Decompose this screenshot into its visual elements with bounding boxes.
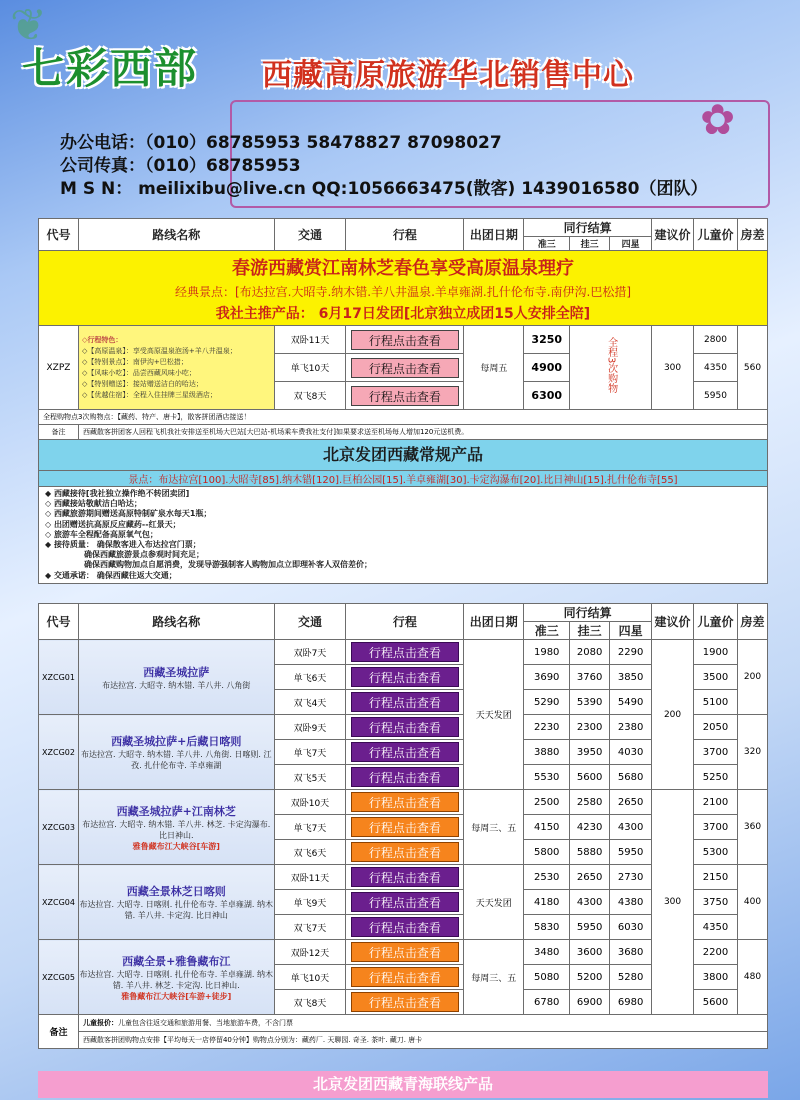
col-room: 房差 (737, 604, 767, 640)
header (0, 0, 800, 215)
route-info (78, 940, 274, 1015)
view-itinerary-button[interactable]: 行程点击查看 (351, 667, 459, 687)
route-extra: 雅鲁藏布江大峡谷[车游+徒步] (121, 991, 232, 1001)
route-info (78, 790, 274, 865)
price-std3: 6300 (524, 382, 570, 410)
col-itinerary: 行程 (346, 219, 464, 251)
child-price: 4350 (694, 354, 738, 382)
child-price: 3500 (694, 665, 738, 690)
price-gua3: 2300 (570, 715, 610, 740)
price-star4: 4380 (610, 890, 652, 915)
route-code: XZCG05 (39, 940, 79, 1015)
price-gua3: 5200 (570, 965, 610, 990)
promo-subtitle: 经典景点：[布达拉宫.大昭寺.纳木错.羊八井温泉.羊卓雍湖.扎什伦布寺.南伊沟.巴松措] (174, 285, 632, 299)
col-code: 代号 (39, 219, 79, 251)
service-line: ◆ 交通承诺： 确保西藏往返大交通； (45, 570, 177, 580)
child-note-text: 儿童包含往返交通和旅游用餐、当地旅游车费，不含门票 (117, 1019, 293, 1027)
remark-text: 西藏散客拼团客人回程飞机我社安排送至机场大巴站[大巴站-机场乘车费我社支付]如果要求送至机场每人增加120元送机费。 (78, 425, 767, 440)
price-gua3: 3760 (570, 665, 610, 690)
col-suggest: 建议价 (652, 219, 694, 251)
itinerary-cell (346, 815, 464, 840)
service-line: ◆ 西藏接待[我社独立操作绝不转团卖团] (45, 489, 190, 498)
route-info (78, 640, 274, 715)
transport-cell: 双飞7天 (274, 915, 346, 940)
child-price: 5600 (694, 990, 738, 1015)
col-itinerary: 行程 (346, 604, 464, 640)
child-price: 3700 (694, 740, 738, 765)
col-child: 儿童价 (694, 604, 738, 640)
itinerary-cell (346, 840, 464, 865)
remark-label: 备注 (39, 425, 79, 440)
child-price: 5100 (694, 690, 738, 715)
route-info (78, 715, 274, 790)
transport-cell: 双卧9天 (274, 715, 346, 740)
child-price: 1900 (694, 640, 738, 665)
route-desc: 布达拉宫. 大昭寺. 纳木错. 羊八井. 林芝. 卡定沟瀑布. 比日神山. (82, 819, 271, 840)
regular-banner (39, 440, 768, 471)
depart-cell: 每周五 (464, 326, 524, 410)
child-price: 5300 (694, 840, 738, 865)
route-code: XZCG02 (39, 715, 79, 790)
promo-push: 我社主推产品： 6月17日发团[北京独立成团15人安排全陪] (215, 306, 591, 322)
route-desc: 布达拉宫. 大昭寺. 日喀则. 扎什伦布寺. 羊卓雍湖. 纳木错. 羊八井. 卡定沟. 比日神山 (79, 900, 273, 920)
route-name: 西藏圣城拉萨+江南林芝 (116, 804, 236, 818)
child-price: 4350 (694, 915, 738, 940)
view-itinerary-button[interactable]: 行程点击查看 (351, 330, 459, 350)
col-peer: 同行结算 (524, 604, 652, 622)
transport-cell: 单飞7天 (274, 815, 346, 840)
price-std3: 5830 (524, 915, 570, 940)
view-itinerary-button[interactable]: 行程点击查看 (351, 942, 459, 962)
child-price: 2100 (694, 790, 738, 815)
suggest-price: 300 (652, 790, 694, 1015)
room-diff: 400 (737, 865, 767, 940)
transport-cell: 双卧12天 (274, 940, 346, 965)
price-star4: 2380 (610, 715, 652, 740)
transport-cell: 双卧7天 (274, 640, 346, 665)
price-gua3: 5600 (570, 765, 610, 790)
price-std3: 2230 (524, 715, 570, 740)
itinerary-cell (346, 990, 464, 1015)
child-price: 3700 (694, 815, 738, 840)
room-diff: 200 (737, 640, 767, 715)
price-star4: 2730 (610, 865, 652, 890)
transport-cell: 单飞9天 (274, 890, 346, 915)
child-price: 5950 (694, 382, 738, 410)
price-star4: 3850 (610, 665, 652, 690)
transport-cell: 单飞7天 (274, 740, 346, 765)
table-row (39, 640, 768, 665)
route-code: XZCG03 (39, 790, 79, 865)
itinerary-cell (346, 865, 464, 890)
feature-line: ◇【优越住宿】：全程入住挂牌三星级酒店； (81, 390, 217, 399)
feature-line: ◇【风味小吃】：品尝西藏风味小吃； (81, 368, 196, 377)
col-route: 路线名称 (78, 604, 274, 640)
fax: 公司传真：（010）68785953 (60, 156, 301, 176)
route-code: XZCG04 (39, 865, 79, 940)
itinerary-cell (346, 354, 464, 382)
flower-decoration-icon: ✿ (700, 95, 736, 144)
col-star4: 四星 (610, 237, 652, 251)
view-itinerary-button[interactable]: 行程点击查看 (351, 917, 459, 937)
view-itinerary-button[interactable]: 行程点击查看 (351, 892, 459, 912)
col-gua3: 挂三 (570, 622, 610, 640)
feature-line: ◇【特别景点】：南伊沟+巴松措； (81, 357, 188, 366)
view-itinerary-button[interactable]: 行程点击查看 (351, 992, 459, 1012)
promo-code: XZPZ (39, 326, 79, 410)
price-std3: 5800 (524, 840, 570, 865)
price-star4: 2290 (610, 640, 652, 665)
route-desc: 布达拉宫. 大昭寺. 日喀则. 扎什伦布寺. 羊卓雍湖. 纳木错. 羊八井. 林芝. 卡定沟. 比日神山. (79, 969, 273, 990)
price-star4: 6030 (610, 915, 652, 940)
child-price: 3800 (694, 965, 738, 990)
child-note-label: 儿童报价： (82, 1019, 118, 1027)
feature-line: ◇【特别赠送】：接站赠送洁白的哈达； (81, 379, 203, 388)
price-gua3: 2580 (570, 790, 610, 815)
price-std3: 4150 (524, 815, 570, 840)
transport-cell: 双飞8天 (274, 382, 346, 410)
shopping-note: 全程3次购物 (570, 326, 652, 410)
price-std3: 3690 (524, 665, 570, 690)
feature-line: ◇行程特色： (81, 335, 123, 344)
col-depart: 出团日期 (464, 604, 524, 640)
room-diff: 560 (737, 326, 767, 410)
price-std3: 4900 (524, 354, 570, 382)
route-desc: 布达拉宫. 大昭寺. 纳木错. 羊八井. 八角街 (102, 680, 251, 690)
itinerary-cell (346, 690, 464, 715)
price-gua3: 3600 (570, 940, 610, 965)
promo-table (38, 218, 768, 584)
price-std3: 5080 (524, 965, 570, 990)
transport-cell: 双飞6天 (274, 840, 346, 865)
transport-cell: 双飞4天 (274, 690, 346, 715)
center-title: 西藏高原旅游华北销售中心 (262, 58, 634, 93)
remark-label: 备注 (39, 1015, 79, 1049)
room-diff: 480 (737, 940, 767, 1015)
view-itinerary-button[interactable]: 行程点击查看 (351, 358, 459, 378)
price-star4: 5950 (610, 840, 652, 865)
col-suggest: 建议价 (652, 604, 694, 640)
col-code: 代号 (39, 604, 79, 640)
itinerary-cell (346, 665, 464, 690)
route-name: 西藏全景林芝日喀则 (126, 885, 226, 898)
price-star4: 4300 (610, 815, 652, 840)
itinerary-cell (346, 940, 464, 965)
transport-cell: 双卧11天 (274, 326, 346, 354)
child-price: 2050 (694, 715, 738, 740)
transport-cell: 单飞6天 (274, 665, 346, 690)
col-route: 路线名称 (78, 219, 274, 251)
child-price: 3750 (694, 890, 738, 915)
price-gua3: 5880 (570, 840, 610, 865)
table-row (39, 790, 768, 815)
price-std3: 3250 (524, 326, 570, 354)
regular-table (38, 603, 768, 1049)
route-code: XZCG01 (39, 640, 79, 715)
service-line: ◇ 西藏接站敬献洁白哈达； (45, 499, 142, 509)
transport-cell: 单飞10天 (274, 965, 346, 990)
price-std3: 2530 (524, 865, 570, 890)
promo-banner (39, 251, 768, 326)
shop-note: 全程购物点3次购物点：【藏药、特产、唐卡】，散客拼团酒店接送！ (39, 410, 768, 425)
price-gua3: 4230 (570, 815, 610, 840)
price-std3: 1980 (524, 640, 570, 665)
itinerary-cell (346, 640, 464, 665)
msn-qq: M S N： meilixibu@live.cn QQ:1056663475(散客) 1439016580（团队） (60, 179, 708, 199)
child-price: 2800 (694, 326, 738, 354)
promo-features (78, 326, 274, 410)
transport-cell: 双飞8天 (274, 990, 346, 1015)
col-child: 儿童价 (694, 219, 738, 251)
col-gua3: 挂三 (570, 237, 610, 251)
transport-cell: 双飞5天 (274, 765, 346, 790)
col-transport: 交通 (274, 219, 346, 251)
itinerary-cell (346, 740, 464, 765)
itinerary-cell (346, 790, 464, 815)
service-line: ◆ 接待质量： 确保散客进入布达拉宫门票； (45, 540, 201, 550)
price-std3: 4180 (524, 890, 570, 915)
price-gua3: 4300 (570, 890, 610, 915)
service-line: 确保西藏旅游景点参观时间充足； (45, 550, 204, 560)
route-name: 西藏全景+雅鲁藏布江 (122, 954, 231, 968)
col-peer: 同行结算 (524, 219, 652, 237)
footer-band: 北京发团西藏青海联线产品 (38, 1071, 768, 1098)
child-price: 2150 (694, 865, 738, 890)
transport-cell: 双卧11天 (274, 865, 346, 890)
view-itinerary-button[interactable]: 行程点击查看 (351, 692, 459, 712)
service-line: 确保西藏购物加点自愿消费，发现导游强制客人购物加点立即理补客人双倍差价； (45, 560, 372, 570)
price-std3: 2500 (524, 790, 570, 815)
depart-cell: 每周三、五 (464, 790, 524, 865)
view-itinerary-button[interactable]: 行程点击查看 (351, 767, 459, 787)
price-star4: 5680 (610, 765, 652, 790)
col-transport: 交通 (274, 604, 346, 640)
price-gua3: 6900 (570, 990, 610, 1015)
itinerary-cell (346, 965, 464, 990)
price-std3: 5530 (524, 765, 570, 790)
view-itinerary-button[interactable]: 行程点击查看 (351, 792, 459, 812)
view-itinerary-button[interactable]: 行程点击查看 (351, 386, 459, 406)
view-itinerary-button[interactable]: 行程点击查看 (351, 742, 459, 762)
price-std3: 5290 (524, 690, 570, 715)
depart-cell: 天天发团 (464, 865, 524, 940)
service-list (39, 487, 768, 584)
view-itinerary-button[interactable]: 行程点击查看 (351, 967, 459, 987)
price-star4: 5490 (610, 690, 652, 715)
room-diff: 320 (737, 715, 767, 790)
service-line: ◇ 出团赠送抗高原反应藏药--红景天； (45, 519, 181, 529)
depart-cell: 每周三、五 (464, 940, 524, 1015)
leaf-decoration-icon: ❦ (10, 0, 47, 51)
service-line: ◇ 西藏旅游期间赠送高原特制矿泉水每天1瓶； (45, 509, 212, 519)
itinerary-cell (346, 765, 464, 790)
route-extra: 雅鲁藏布江大峡谷[车游] (132, 841, 220, 851)
price-star4: 2650 (610, 790, 652, 815)
route-desc: 布达拉宫. 大昭寺. 纳木错. 羊八井. 八角街. 日喀则. 江孜. 扎什伦布寺. 羊卓雍湖 (81, 750, 272, 770)
office-phone: 办公电话：（010）68785953 58478827 87098027 (60, 133, 502, 153)
price-gua3: 3950 (570, 740, 610, 765)
transport-cell: 单飞10天 (274, 354, 346, 382)
col-star4: 四星 (610, 622, 652, 640)
col-std3: 准三 (524, 622, 570, 640)
col-room: 房差 (737, 219, 767, 251)
itinerary-cell (346, 890, 464, 915)
itinerary-cell (346, 382, 464, 410)
feature-line: ◇【高原温泉】：享受高原温泉泡汤+羊八井温泉； (81, 346, 237, 355)
route-info (78, 865, 274, 940)
regular-subtitle: 景点：布达拉宫[100].大昭寺[85].纳木错[120].巨柏公园[15].羊卓雍湖[30].卡定沟瀑布[20].比日神山[15].扎什伦布寺[55] (39, 471, 768, 487)
view-itinerary-button[interactable]: 行程点击查看 (351, 842, 459, 862)
price-gua3: 2650 (570, 865, 610, 890)
price-star4: 6980 (610, 990, 652, 1015)
price-std3: 3880 (524, 740, 570, 765)
regular-title: 北京发团西藏常规产品 (322, 445, 483, 464)
child-note (78, 1015, 767, 1032)
price-std3: 3480 (524, 940, 570, 965)
itinerary-cell (346, 915, 464, 940)
room-diff: 360 (737, 790, 767, 865)
route-name: 西藏圣城拉萨+后藏日喀则 (111, 735, 242, 748)
col-depart: 出团日期 (464, 219, 524, 251)
transport-cell: 双卧10天 (274, 790, 346, 815)
view-itinerary-button[interactable]: 行程点击查看 (351, 817, 459, 837)
itinerary-cell (346, 326, 464, 354)
suggest-price: 300 (652, 326, 694, 410)
price-star4: 5280 (610, 965, 652, 990)
col-std3: 准三 (524, 237, 570, 251)
depart-cell: 天天发团 (464, 640, 524, 790)
view-itinerary-button[interactable]: 行程点击查看 (351, 867, 459, 887)
shop-note: 西藏散客拼团购物点安排【平均每天一店停留40分钟】购物点分别为：藏药厂. 天聊园. 奇圣. 茶叶. 藏刀. 唐卡 (78, 1032, 767, 1049)
price-gua3: 5390 (570, 690, 610, 715)
promo-title: 春游西藏赏江南林芝春色享受高原温泉理疗 (232, 258, 574, 279)
child-price: 5250 (694, 765, 738, 790)
price-std3: 6780 (524, 990, 570, 1015)
brand-logo-text: 七彩西部 (22, 44, 199, 93)
child-price: 2200 (694, 940, 738, 965)
price-gua3: 2080 (570, 640, 610, 665)
itinerary-cell (346, 715, 464, 740)
view-itinerary-button[interactable]: 行程点击查看 (351, 642, 459, 662)
route-name: 西藏圣城拉萨 (143, 665, 210, 679)
service-line: ◇ 旅游车全程配备高原氧气包； (45, 529, 158, 539)
price-gua3: 5950 (570, 915, 610, 940)
suggest-price: 200 (652, 640, 694, 790)
price-star4: 4030 (610, 740, 652, 765)
price-star4: 3680 (610, 940, 652, 965)
view-itinerary-button[interactable]: 行程点击查看 (351, 717, 459, 737)
